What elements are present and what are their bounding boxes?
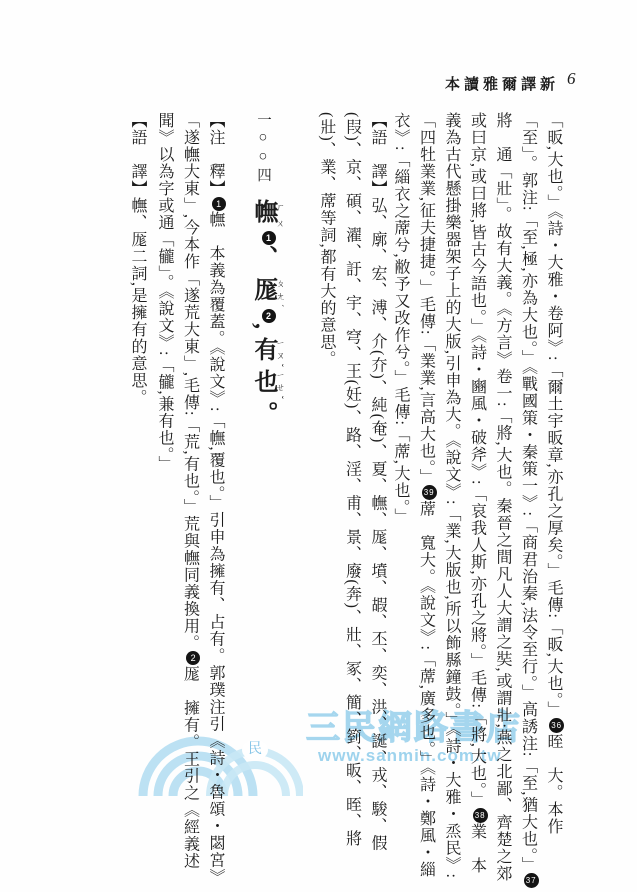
section-label: 【語 譯】 [129,112,146,197]
punctuation: 、 [250,245,276,277]
notes-previous-entry [386,112,566,890]
sanmin-logo-min-character: 民 [242,740,268,760]
punctuation: 。 [250,401,276,433]
zhuyin-annotation: ㄧㄡˇ [275,337,285,369]
note-number-badge: 38 [473,808,488,823]
entry-word: 有 ㄧㄡˇ [250,337,285,369]
note-segment: 幠 本義為覆蓋。《說文》:「幠,覆也。」引申為擁有、占有。郭璞注引《詩・魯頌・閟宮》「遂幠大東」,今本作「遂荒大東」,毛傳:「荒,有也。」荒與幠同義換用。 [181,112,224,886]
entry-word: 也 ㄧㄝˇ [250,369,285,401]
zhuyin-annotation: ㄆㄤˊ [275,277,285,309]
note-segment: 業 本義為古代懸掛樂器架子上的大版,引申為大。《說文》:「業,大版也,所以飾縣鐘鼓。」《詩・大雅・烝民》:「四牡業業,征夫捷捷。」毛傳:「業業,言高大也。」 [417,112,486,879]
translation-text: 弘、廓、宏、溥、介(夰)、純(奄)、夏、幠、厖、墳、嘏、丕、奕、洪、誕、戎、駿、假(叚)、京、碩、濯、訏、宇、穹、王(妊)、路、淫、甫、景、廢(奔)、壯、冢、簡、箌、昄、晊、將(壯)、業、蓆等詞,都有大的意思。 [318,112,386,852]
note-number-badge: 1 [262,231,276,245]
watermark-url: www.sanmin.com.tw [318,746,502,765]
entry-words [250,199,285,433]
note-segment: 厖 擁有。王引之《經義述聞》以為字或通「龓」。《說文》:「龓,兼有也。」 [156,112,199,870]
note-number-badge: 39 [422,485,437,500]
translation-text: 幠、厖二詞,是擁有的意思。 [129,197,146,406]
section-label: 【注 釋】 [207,112,224,197]
translation-section [125,112,151,888]
note-number-badge: 37 [524,873,539,888]
entry-number: 一○○四 [255,112,271,185]
note-number-badge: 36 [549,718,564,733]
note-segment: 蓆 寬大。《說文》:「蓆,廣多也。」《詩・鄭風・緇衣》:「緇衣之蓆兮,敝予又改作兮。」毛傳:「蓆,大也。」 [392,112,435,878]
zhuyin-annotation: ㄏㄨ [275,199,285,231]
annotations-section [148,112,228,888]
entry-heading [250,112,286,888]
section-label: 【語 譯】 [369,112,386,197]
note-number-badge: 1 [212,197,226,211]
watermark-store-name: 三民網路書店 [306,709,522,747]
zhuyin-annotation: ㄧㄝˇ [275,369,285,401]
translation-previous-entry [314,112,391,888]
note-segment: 晊 大。本作「至」。郭注:「至,極,亦為大也。」《戰國策・秦策一》:「商君治秦,法令至行。」高誘注:「至,猶大也。」 [519,112,562,874]
entry-word: 幠 ㄏㄨ [250,199,285,231]
page-number: 6 [567,69,576,88]
note-number-badge: 2 [262,309,276,323]
note-segment: 「昄,大也。」《詩・大雅・卷阿》:「爾土宇昄章,亦孔之厚矣。」毛傳:「昄,大也。」 [545,112,562,718]
note-number-badge: 2 [186,651,200,665]
note-segment: 將 通「壯」。故有大義。《方言》卷一:「將,大也。秦晉之間凡人大謂之奘,或謂壯;燕之北鄙、齊楚之郊或曰京,或曰將,皆古今語也。」《詩・豳風・破斧》:「哀我人斯,亦孔之將。」毛傳:「將,大也。」 [468,112,511,882]
punctuation: , [250,323,276,337]
running-title: 新譯爾雅讀本 [444,77,559,93]
entry-word: 厖 ㄆㄤˊ [250,277,285,309]
